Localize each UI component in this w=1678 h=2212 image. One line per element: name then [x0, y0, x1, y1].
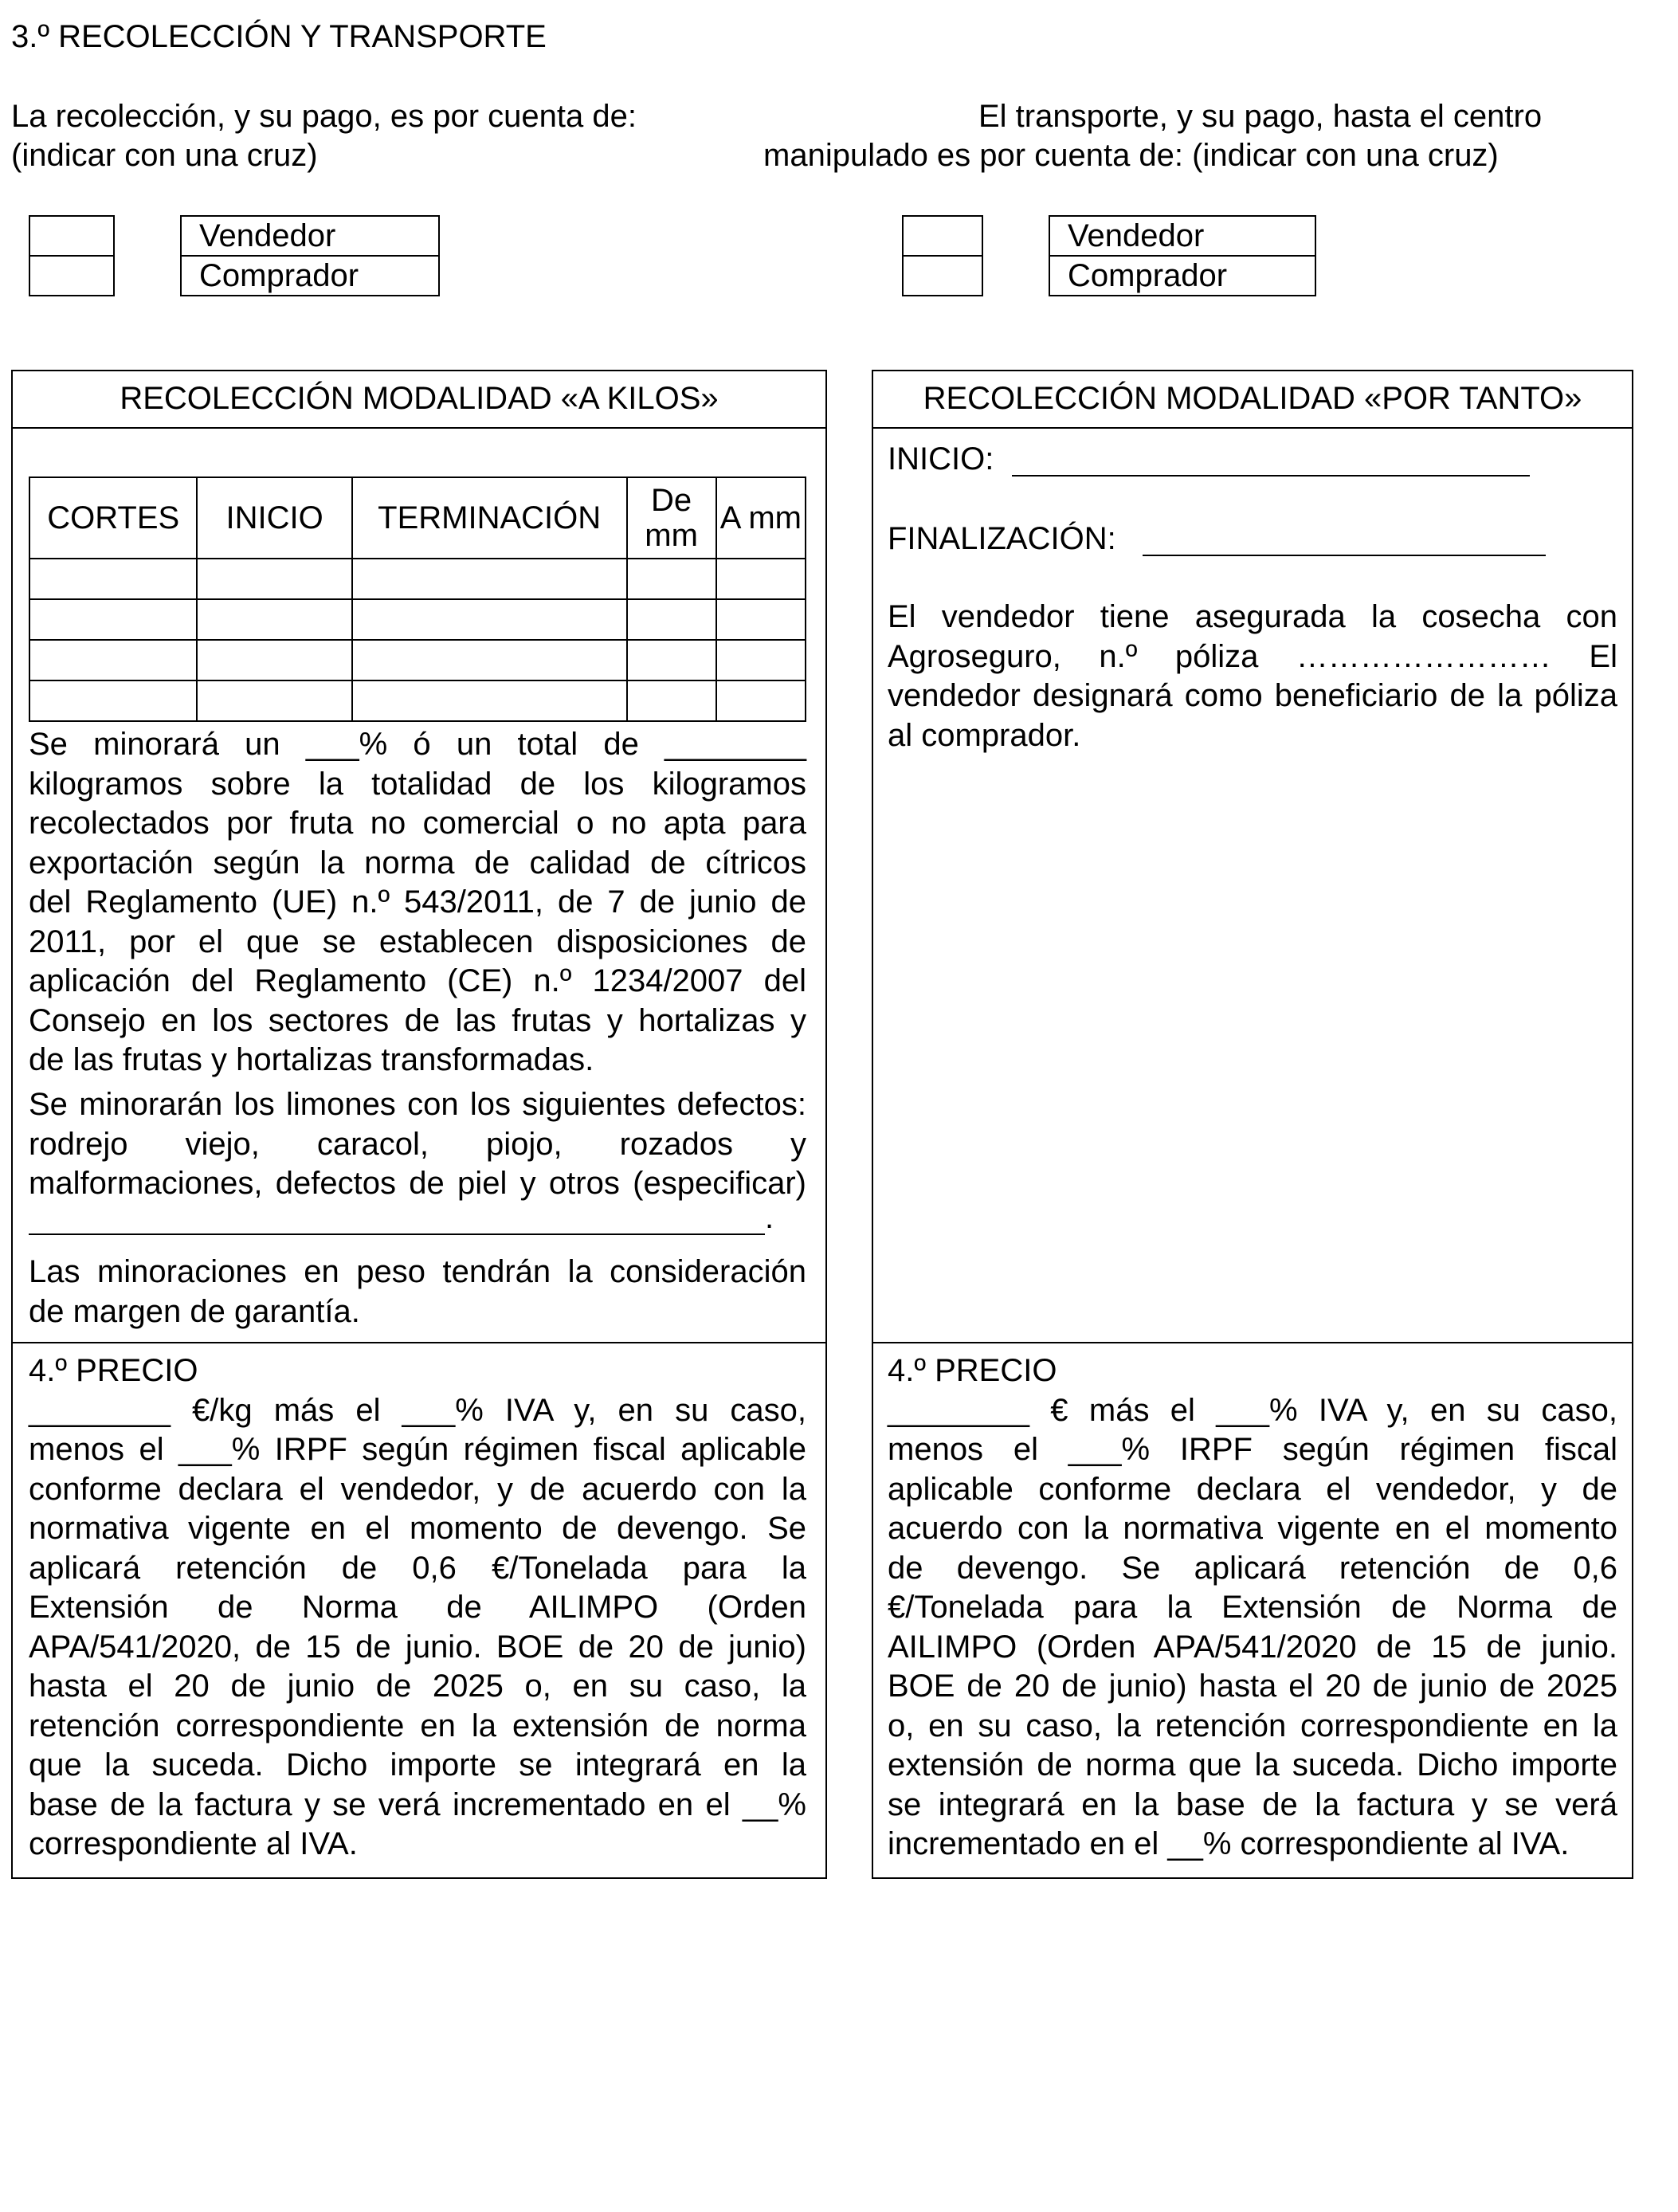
table-cell[interactable]	[29, 640, 197, 680]
price-line: ________ € más el ___% IVA y, en su caso,	[888, 1392, 1617, 1428]
price-line: correspondiente al IVA.	[29, 1826, 358, 1861]
table-cell[interactable]	[197, 599, 351, 640]
price-right-text	[888, 1351, 1617, 1865]
minoration-line: 2011, por el que se establecen disposiciones de	[29, 924, 806, 959]
price-heading: 4.º PRECIO	[29, 1353, 198, 1388]
price-line: o, en su caso, la retención correspondiente en la	[888, 1708, 1617, 1743]
price-line: BOE de 20 de junio) hasta el 20 de junio de 2025	[888, 1669, 1617, 1704]
minoration-paragraph	[29, 725, 806, 1081]
price-line: acuerdo con la normativa vigente en el momento	[888, 1511, 1617, 1546]
header-inicio: INICIO	[197, 477, 351, 559]
transport-question-hint: manipulado es por cuenta de: (indicar con una cruz)	[763, 138, 1499, 173]
transport-question: El transporte, y su pago, hasta el centro	[978, 99, 1543, 134]
defects-line: rodrejo viejo, caracol, piojo, rozados y	[29, 1126, 806, 1162]
collection-seller-checkbox[interactable]	[29, 215, 115, 257]
minoration-line: aplicación del Reglamento (CE) n.º 1234/2007 del	[29, 963, 806, 998]
insurance-line: vendedor designará como beneficiario de la póliza	[888, 678, 1617, 713]
price-line: de devengo. Se aplicará retención de 0,6	[888, 1550, 1617, 1586]
table-cell[interactable]	[716, 559, 806, 599]
collection-question-hint: (indicar con una cruz)	[11, 138, 318, 173]
header-de-mm: De mm	[627, 477, 716, 559]
minoration-line: exportación según la norma de calidad de cítricos	[29, 845, 806, 880]
insurance-line: al comprador.	[888, 717, 1081, 753]
table-cell[interactable]	[352, 599, 627, 640]
table-cell[interactable]	[197, 559, 351, 599]
transport-buyer-label: Comprador	[1049, 255, 1316, 296]
minoration-line: de las frutas y hortalizas transformadas.	[29, 1042, 594, 1077]
table-cell[interactable]	[352, 680, 627, 721]
defects-specify-blank[interactable]	[29, 1200, 765, 1235]
table-cell[interactable]	[627, 680, 716, 721]
price-line: €/Tonelada para la Extensión de Norma de	[888, 1590, 1617, 1625]
tanto-title-divider	[872, 427, 1633, 429]
table-cell[interactable]	[29, 680, 197, 721]
transport-seller-checkbox[interactable]	[902, 215, 983, 257]
transport-buyer-checkbox[interactable]	[902, 255, 983, 296]
price-line: menos el ___% IRPF según régimen fiscal	[888, 1432, 1617, 1467]
table-cell[interactable]	[352, 559, 627, 599]
guarantee-line: de margen de garantía.	[29, 1293, 360, 1329]
table-cell[interactable]	[197, 680, 351, 721]
defects-blank-period: .	[765, 1200, 774, 1235]
tanto-panel	[872, 370, 1633, 1343]
price-line: ________ €/kg más el ___% IVA y, en su caso,	[29, 1392, 806, 1428]
insurance-line: Agroseguro, n.º póliza …………………… El	[888, 638, 1617, 674]
price-line: se integrará en la base de la factura y se verá	[888, 1786, 1617, 1822]
defects-line: Se minorarán los limones con los siguientes defectos:	[29, 1087, 806, 1122]
tanto-title: RECOLECCIÓN MODALIDAD «POR TANTO»	[923, 381, 1582, 416]
price-left-text	[29, 1351, 806, 1865]
header-a-mm: A mm	[716, 477, 806, 559]
minoration-line: Consejo en los sectores de las frutas y hortalizas y	[29, 1002, 806, 1038]
insurance-paragraph	[888, 598, 1617, 755]
price-line: aplicable conforme declara el vendedor, y de	[888, 1471, 1617, 1507]
transport-seller-label: Vendedor	[1049, 215, 1316, 257]
table-cell[interactable]	[627, 640, 716, 680]
minoration-line: del Reglamento (UE) n.º 543/2011, de 7 de junio de	[29, 884, 806, 920]
table-cell[interactable]	[716, 640, 806, 680]
collection-question: La recolección, y su pago, es por cuenta de:	[11, 99, 637, 134]
price-line: AILIMPO (Orden APA/541/2020 de 15 de junio.	[888, 1629, 1617, 1665]
header-cortes: CORTES	[29, 477, 197, 559]
table-cell[interactable]	[197, 640, 351, 680]
price-line: base de la factura y se verá incrementado en el __%	[29, 1786, 806, 1822]
price-line: incrementado en el __% correspondiente al IVA.	[888, 1826, 1570, 1861]
price-heading: 4.º PRECIO	[888, 1353, 1057, 1388]
guarantee-line: Las minoraciones en peso tendrán la consideración	[29, 1254, 806, 1289]
collection-buyer-checkbox[interactable]	[29, 255, 115, 296]
collection-seller-label: Vendedor	[180, 215, 440, 257]
price-line: hasta el 20 de junio de 2025 o, en su caso, la	[29, 1669, 806, 1704]
finalizacion-field[interactable]	[1143, 524, 1546, 556]
table-row	[29, 559, 806, 599]
price-line: normativa vigente en el momento de devengo. Se	[29, 1511, 806, 1546]
price-line: Extensión de Norma de AILIMPO (Orden	[29, 1590, 806, 1625]
finalizacion-label: FINALIZACIÓN:	[888, 521, 1116, 556]
price-line: retención correspondiente en la extensión de norma	[29, 1708, 806, 1743]
header-terminacion: TERMINACIÓN	[352, 477, 627, 559]
table-row	[29, 640, 806, 680]
table-cell[interactable]	[29, 559, 197, 599]
collection-buyer-label: Comprador	[180, 255, 440, 296]
price-line: aplicará retención de 0,6 €/Tonelada para la	[29, 1550, 806, 1586]
minoration-line: recolectados por fruta no comercial o no apta para	[29, 806, 806, 841]
defects-paragraph	[29, 1085, 806, 1204]
price-line: APA/541/2020, de 15 de junio. BOE de 20 de junio)	[29, 1629, 806, 1665]
section-heading: 3.º RECOLECCIÓN Y TRANSPORTE	[11, 19, 547, 54]
minoration-first-line: Se minorará un ___% ó un total de ________	[29, 727, 806, 762]
price-line: menos el ___% IRPF según régimen fiscal aplicable	[29, 1432, 806, 1467]
table-cell[interactable]	[627, 559, 716, 599]
kilos-title: RECOLECCIÓN MODALIDAD «A KILOS»	[120, 381, 719, 416]
minoration-line: kilogramos sobre la totalidad de los kilogramos	[29, 766, 806, 802]
cortes-table	[29, 477, 806, 722]
defects-line: malformaciones, defectos de piel y otros (especificar)	[29, 1166, 806, 1201]
table-cell[interactable]	[352, 640, 627, 680]
table-row	[29, 680, 806, 721]
price-line: extensión de norma que la suceda. Dicho importe	[888, 1747, 1617, 1783]
table-cell[interactable]	[627, 599, 716, 640]
table-row	[29, 599, 806, 640]
inicio-field[interactable]	[1012, 445, 1530, 477]
inicio-label: INICIO:	[888, 441, 994, 477]
table-cell[interactable]	[29, 599, 197, 640]
price-line: que la suceda. Dicho importe se integrará en la	[29, 1747, 806, 1783]
insurance-line: El vendedor tiene asegurada la cosecha con	[888, 599, 1617, 634]
table-cell[interactable]	[716, 680, 806, 721]
guarantee-paragraph	[29, 1253, 806, 1332]
kilos-title-divider	[11, 427, 827, 429]
price-line: conforme declara el vendedor, y de acuerdo con la	[29, 1471, 806, 1507]
table-cell[interactable]	[716, 599, 806, 640]
